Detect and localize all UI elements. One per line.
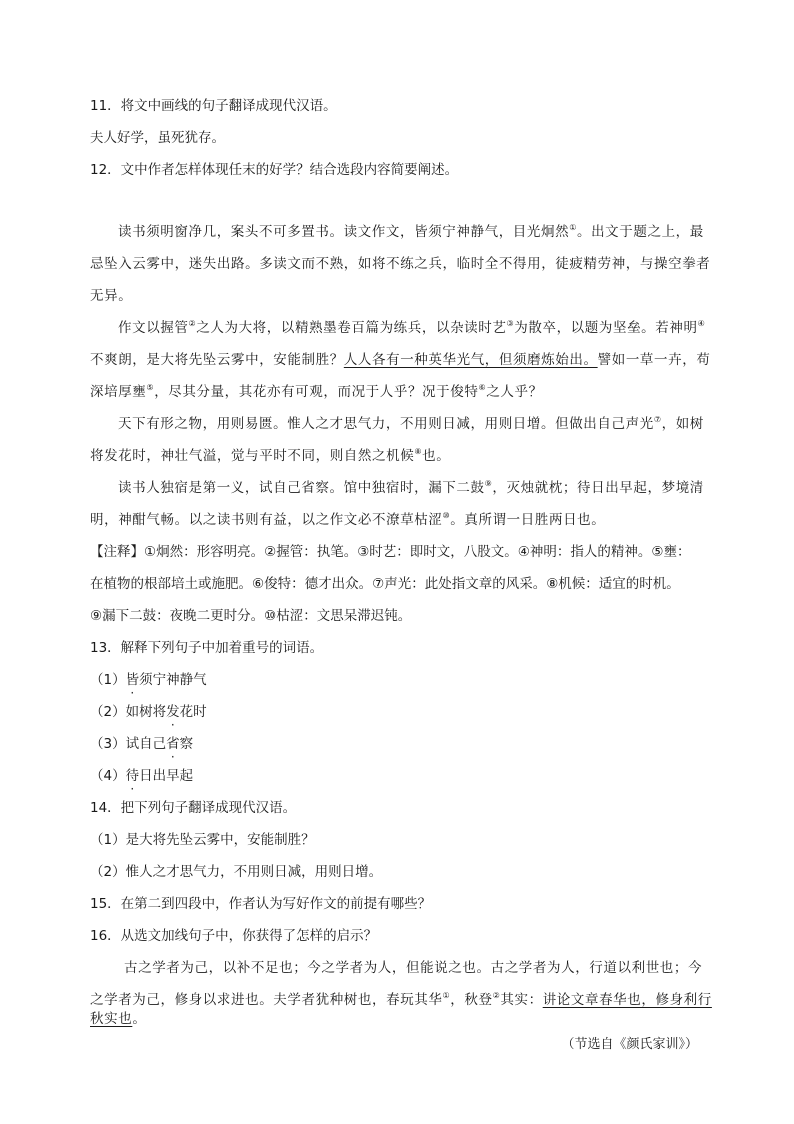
text-span: 。出文于题之上，最 (576, 224, 704, 240)
underlined-sentence: 讲论文章春华也，修身利行 (542, 992, 712, 1008)
text-span: 其实： (500, 992, 543, 1008)
text-span: 深培厚壅 (90, 384, 147, 400)
question-14: 14．把下列句子翻译成现代汉语。 (90, 800, 297, 816)
passage-p4-line2 (90, 511, 605, 529)
text-span: 花时 (179, 704, 207, 720)
footnote-mark: ③ (506, 319, 515, 328)
footnote-mark: ④ (697, 319, 706, 328)
underlined-sentence: 人人各有一种英华光气，但须磨炼始出。 (343, 352, 598, 368)
text-span: 天下有形之物，用则易匮。惟人之才思气力，不用则日减，用则日增。但做出自己声光 (118, 416, 654, 432)
text-span: ，秋登 (450, 992, 493, 1008)
passage-p2-line3 (90, 383, 543, 401)
question-13-item-1 (90, 671, 207, 689)
question-11: 11．将文中画线的句子翻译成现代汉语。 (90, 98, 337, 114)
text-span: 试自己 (125, 736, 167, 752)
text-span: 譬如一草一卉，苟 (597, 352, 711, 368)
text-span: 读书须明窗净几，案头不可多置书。读文作文，皆须宁神静气，目光炯然 (118, 224, 570, 240)
footnote-mark: ② (188, 319, 197, 328)
notes-line3: ⑨漏下二鼓：夜晚二更时分。⑩枯涩：文思呆滞迟钝。 (90, 608, 412, 624)
text-span: 将发花时，神壮气溢，觉与平时不同，则自然之机候 (90, 448, 415, 464)
passage-p3-line1 (118, 415, 704, 433)
source-citation: （节选自《颜氏家训》） (561, 1037, 698, 1052)
question-13-item-4 (90, 767, 193, 785)
text-span: 之人乎？ (486, 384, 543, 400)
item-number: （1） (90, 672, 126, 688)
notes-line2: 在植物的根部培土或施肥。⑥俊特：德才出众。⑦声光：此处指文章的风采。⑧机候：适宜的时机。 (90, 576, 680, 592)
question-13: 13．解释下列句子中加着重号的词语。 (90, 640, 324, 656)
footnote-mark: ⑩ (442, 511, 451, 520)
footnote-mark: ⑧ (414, 447, 423, 456)
question-14-item-1: （1）是大将先坠云雾中，安能制胜？ (90, 832, 315, 848)
passage-p2-line1 (118, 319, 705, 337)
notes-line1: 【注释】①炯然：形容明亮。②握管：执笔。③时艺：即时文，八股文。④神明：指人的精神。⑤壅： (90, 544, 691, 560)
text-span: ，灭烛就枕；待日出早起，梦境清 (492, 480, 704, 496)
passage-p1-line2: 忌坠入云雾中，迷失出路。多读文而不熟，如将不练之兵，临时全不得用，徒疲精劳神，与操空拳者 (90, 256, 711, 272)
text-span: 作文以握管 (118, 320, 189, 336)
text-span: 日出早起 (139, 768, 194, 784)
item-number: （2） (90, 704, 126, 720)
text-span: 不爽朗，是大将先坠云雾中，安能制胜？ (90, 352, 344, 368)
text-span: 读书人独宿是第一义，试自己省察。馆中独宿时，漏下二鼓 (118, 480, 485, 496)
text-span: 。 (132, 1011, 147, 1027)
footnote-mark: ① (442, 991, 451, 1000)
text-span: ，如树 (661, 416, 704, 432)
text-span: 。真所谓一日胜两日也。 (450, 512, 606, 528)
passage-p4-line1 (118, 479, 704, 497)
emphasis-word: 待 (125, 768, 140, 784)
question-13-item-3 (90, 735, 193, 753)
footnote-mark: ⑤ (146, 383, 155, 392)
question-16: 16．从选文加线句子中，你获得了怎样的启示？ (90, 928, 378, 944)
footnote-mark: ⑨ (484, 479, 493, 488)
footnote-mark: ① (569, 223, 577, 232)
passage2-line2 (90, 991, 712, 1009)
item-number: （4） (90, 768, 126, 784)
item-number: （3） (90, 736, 126, 752)
text-span: 之人为大将，以精熟墨卷百篇为练兵，以杂读时艺 (196, 320, 507, 336)
footnote-mark: ⑦ (653, 415, 662, 424)
emphasis-word: 发 (166, 704, 180, 720)
text-span: 明，神酣气畅。以之读书则有益，以之作文必不潦草枯涩 (90, 512, 443, 528)
passage-p1-line1 (118, 223, 704, 241)
question-13-item-2 (90, 703, 207, 721)
passage2-line3 (90, 1010, 146, 1028)
text-span: ，尽其分量，其花亦有可观，而况于人乎？况于俊特 (154, 384, 479, 400)
footnote-mark: ⑥ (478, 383, 487, 392)
emphasis-word: 皆 (125, 672, 140, 688)
passage2-line1: 古之学者为己，以补不足也；今之学者为人，但能说之也。古之学者为人，行道以利世也；今 (124, 960, 703, 976)
text-span: 之学者为己，修身以求进也。夫学者犹种树也，春玩其华 (90, 992, 443, 1008)
footnote-mark: ② (492, 991, 501, 1000)
text-span: 察 (179, 736, 194, 752)
question-14-item-2: （2）惟人之才思气力，不用则日减，用则日增。 (90, 864, 383, 880)
passage-p3-line2 (90, 447, 450, 465)
passage-p1-line3: 无异。 (90, 288, 133, 304)
emphasis-word: 省 (166, 736, 180, 752)
text-span: 为散卒，以题为坚垒。若神明 (514, 320, 698, 336)
text-span: 如树将 (125, 704, 167, 720)
text-span: 须宁神静气 (139, 672, 207, 688)
text-span: 也。 (422, 448, 451, 464)
passage-p2-line2 (90, 351, 710, 369)
question-11-sentence: 夫人好学，虽死犹存。 (90, 130, 225, 146)
question-12: 12．文中作者怎样体现任末的好学？结合选段内容简要阐述。 (90, 162, 459, 178)
underlined-sentence: 秋实也 (90, 1011, 133, 1027)
question-15: 15．在第二到四段中，作者认为写好作文的前提有哪些？ (90, 896, 432, 912)
